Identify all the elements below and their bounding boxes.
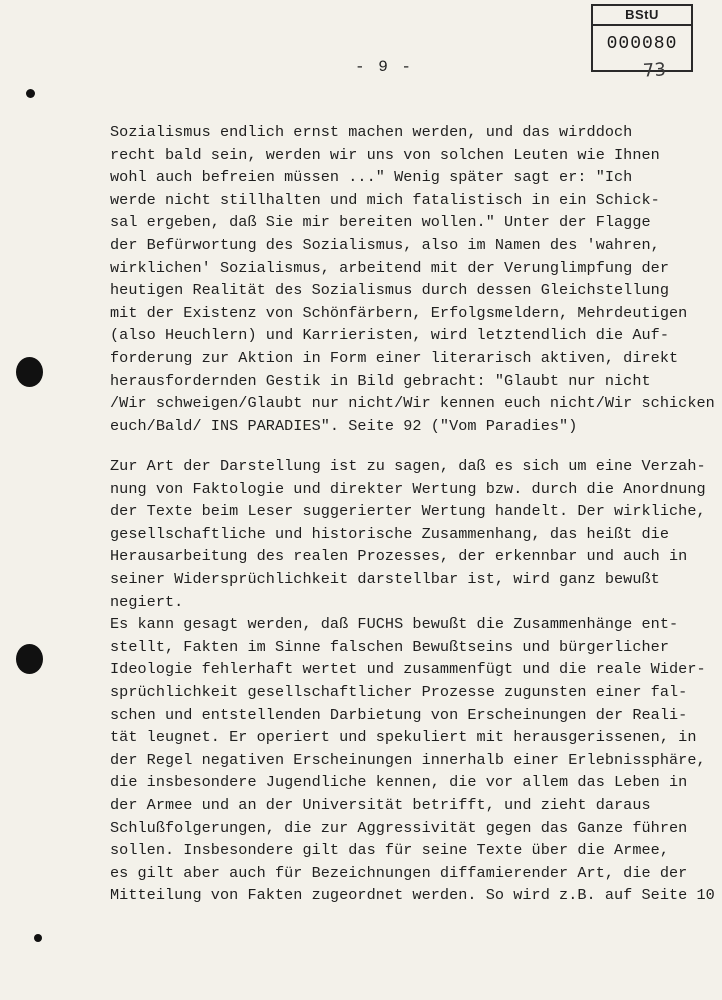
paragraph-1 bbox=[110, 121, 715, 437]
text-line: sprüchlichkeit gesellschaftlicher Prozesse zugunsten einer fal- bbox=[110, 682, 688, 701]
text-line: der Armee und an der Universität betrifft, und zieht daraus bbox=[110, 795, 651, 814]
stamp-label: BStU bbox=[593, 6, 691, 26]
text-line: Zur Art der Darstellung ist zu sagen, daß es sich um eine Verzah- bbox=[110, 457, 706, 475]
punch-mark-top bbox=[26, 89, 35, 98]
text-line: die insbesondere Jugendliche kennen, die vor allem das Leben in bbox=[110, 773, 688, 792]
text-line: herausfordernden Gestik in Bild gebracht: "Glaubt nur nicht bbox=[110, 371, 651, 390]
text-line: recht bald sein, werden wir uns von solchen Leuten wie Ihnen bbox=[110, 145, 660, 164]
text-line: sal ergeben, daß Sie mir bereiten wollen." Unter der Flagge bbox=[110, 213, 651, 232]
text-line: /Wir schweigen/Glaubt nur nicht/Wir kennen euch nicht/Wir schicken bbox=[110, 394, 715, 413]
text-line: schen und entstellenden Darbietung von Erscheinungen der Reali- bbox=[110, 705, 688, 724]
text-line: es gilt aber auch für Bezeichnungen diffamierender Art, die der bbox=[110, 863, 688, 882]
text-line: Schlußfolgerungen, die zur Aggressivität gegen das Ganze führen bbox=[110, 818, 688, 837]
page-number: - 9 - bbox=[355, 58, 414, 76]
text-line: negiert. bbox=[110, 592, 184, 611]
text-line: der Befürwortung des Sozialismus, also im Namen des 'wahren, bbox=[110, 235, 660, 254]
text-line: euch/Bald/ INS PARADIES". Seite 92 ("Vom Paradies") bbox=[110, 416, 578, 435]
text-line: stellt, Fakten im Sinne falschen Bewußtseins und bürgerlicher bbox=[110, 637, 670, 656]
punch-hole-lower bbox=[16, 644, 43, 674]
text-line: Mitteilung von Fakten zugeordnet werden. So wird z.B. auf Seite 10 bbox=[110, 886, 715, 905]
text-line: wirklichen' Sozialismus, arbeitend mit der Verunglimpfung der bbox=[110, 258, 670, 277]
text-line: (also Heuchlern) und Karrieristen, wird letztendlich die Auf- bbox=[110, 326, 670, 345]
text-line: Herausarbeitung des realen Prozesses, der erkennbar und auch in bbox=[110, 547, 688, 566]
text-line: Ideologie fehlerhaft wertet und zusammenfügt und die reale Wider- bbox=[110, 660, 706, 679]
stamp-number: 000080 bbox=[606, 34, 678, 54]
text-line: sollen. Insbesondere gilt das für seine Texte über die Armee, bbox=[110, 841, 670, 860]
text-line: Es kann gesagt werden, daß FUCHS bewußt die Zusammenhänge ent- bbox=[110, 615, 679, 634]
text-line: der Texte beim Leser suggerierter Wertung handelt. Der wirkliche, bbox=[110, 502, 706, 521]
paragraph-2 bbox=[110, 455, 715, 907]
text-line: wohl auch befreien müssen ..." Wenig später sagt er: "Ich bbox=[110, 168, 633, 187]
text-line: heutigen Realität des Sozialismus durch dessen Gleichstellung bbox=[110, 281, 670, 300]
punch-mark-bottom bbox=[34, 934, 42, 942]
punch-hole-upper bbox=[16, 357, 43, 387]
text-line: mit der Existenz von Schönfärbern, Erfolgsmeldern, Mehrdeutigen bbox=[110, 303, 688, 322]
text-line: seiner Widersprüchlichkeit darstellbar ist, wird ganz bewußt bbox=[110, 569, 660, 588]
text-line: werde nicht stillhalten und mich fatalistisch in ein Schick- bbox=[110, 190, 660, 209]
text-line: gesellschaftliche und historische Zusammenhang, das heißt die bbox=[110, 524, 670, 543]
handwritten-page-number: 73 bbox=[642, 59, 667, 82]
text-line: nung von Faktologie und direkter Wertung bzw. durch die Anordnung bbox=[110, 479, 706, 498]
text-line: tät leugnet. Er operiert und spekuliert mit herausgerissenen, in bbox=[110, 728, 697, 747]
text-line: Sozialismus endlich ernst machen werden, und das wirddoch bbox=[110, 123, 633, 141]
text-line: der Regel negativen Erscheinungen innerhalb einer Erlebnissphäre, bbox=[110, 750, 706, 769]
text-line: forderung zur Aktion in Form einer literarisch aktiven, direkt bbox=[110, 348, 679, 367]
